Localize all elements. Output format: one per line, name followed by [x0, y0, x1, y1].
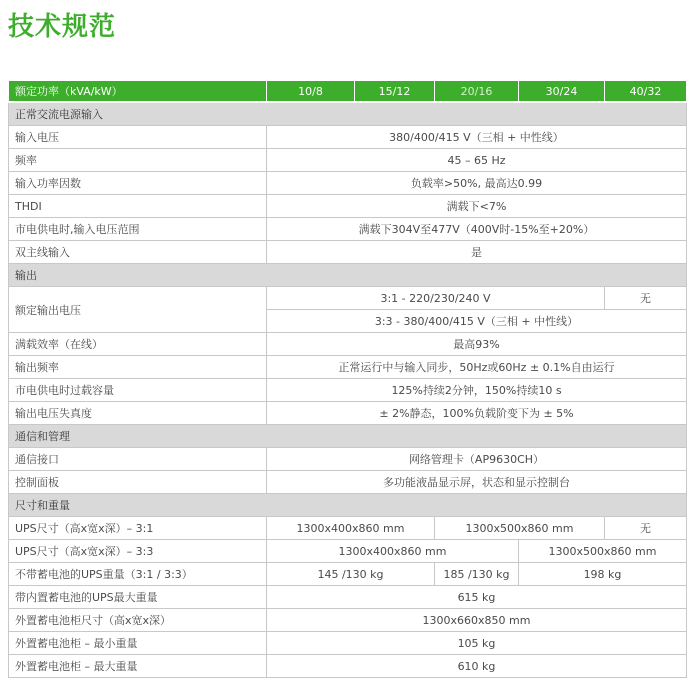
row-value: 最高93%	[267, 333, 687, 356]
row-value: 3:3 - 380/400/415 V（三相 + 中性线）	[267, 310, 687, 333]
model-40-32-header: 40/32	[605, 80, 687, 102]
row-value: 正常运行中与输入同步，50Hz或60Hz ± 0.1%自由运行	[267, 356, 687, 379]
section-output	[9, 264, 687, 287]
row-label: 额定输出电压	[9, 287, 267, 333]
table-header	[9, 80, 687, 102]
table-row	[9, 379, 687, 402]
section-input	[9, 102, 687, 126]
section-title: 尺寸和重量	[9, 494, 687, 517]
row-label: 频率	[9, 149, 267, 172]
table-row	[9, 448, 687, 471]
table-row	[9, 471, 687, 494]
row-label: 输出频率	[9, 356, 267, 379]
row-value: 多功能液晶显示屏，状态和显示控制台	[267, 471, 687, 494]
row-value: 满载下<7%	[267, 195, 687, 218]
row-value: 3:1 - 220/230/240 V	[267, 287, 605, 310]
row-value: 125%持续2分钟，150%持续10 s	[267, 379, 687, 402]
row-label: 外置蓄电池柜尺寸（高x宽x深）	[9, 609, 267, 632]
row-value: 105 kg	[267, 632, 687, 655]
row-label: 通信接口	[9, 448, 267, 471]
table-row	[9, 287, 687, 310]
row-label: UPS尺寸（高x宽x深）– 3:3	[9, 540, 267, 563]
model-30-24-header: 30/24	[519, 80, 605, 102]
row-value: 1300x660x850 mm	[267, 609, 687, 632]
section-title: 通信和管理	[9, 425, 687, 448]
row-value: 无	[605, 287, 687, 310]
table-row	[9, 218, 687, 241]
row-value: 是	[267, 241, 687, 264]
row-value: 网络管理卡（AP9630CH）	[267, 448, 687, 471]
table-row	[9, 586, 687, 609]
table-row	[9, 632, 687, 655]
section-title: 输出	[9, 264, 687, 287]
row-value: 198 kg	[519, 563, 687, 586]
table-row	[9, 517, 687, 540]
table-row	[9, 126, 687, 149]
row-label: 满载效率（在线）	[9, 333, 267, 356]
row-value: 610 kg	[267, 655, 687, 678]
row-value: 1300x500x860 mm	[519, 540, 687, 563]
table-row	[9, 563, 687, 586]
row-label: 市电供电时过载容量	[9, 379, 267, 402]
row-label: 市电供电时,输入电压范围	[9, 218, 267, 241]
row-value: 1300x400x860 mm	[267, 517, 435, 540]
row-value: 1300x500x860 mm	[435, 517, 605, 540]
model-10-8-header: 10/8	[267, 80, 355, 102]
row-value: 满载下304V至477V（400V时-15%至+20%）	[267, 218, 687, 241]
table-row	[9, 195, 687, 218]
table-row	[9, 402, 687, 425]
row-label: THDI	[9, 195, 267, 218]
model-15-12-header: 15/12	[355, 80, 435, 102]
table-row	[9, 333, 687, 356]
row-value: 无	[605, 517, 687, 540]
row-value: 45 – 65 Hz	[267, 149, 687, 172]
table-row	[9, 540, 687, 563]
row-label: 输入电压	[9, 126, 267, 149]
table-row	[9, 149, 687, 172]
section-comms	[9, 425, 687, 448]
section-size	[9, 494, 687, 517]
spec-table	[8, 79, 687, 678]
row-value: ± 2%静态，100%负载阶变下为 ± 5%	[267, 402, 687, 425]
row-label: 外置蓄电池柜 – 最大重量	[9, 655, 267, 678]
table-row	[9, 356, 687, 379]
row-value: 145 /130 kg	[267, 563, 435, 586]
row-value: 615 kg	[267, 586, 687, 609]
rated-power-header: 额定功率（kVA/kW）	[9, 80, 267, 102]
table-row	[9, 241, 687, 264]
table-row	[9, 655, 687, 678]
row-value: 1300x400x860 mm	[267, 540, 519, 563]
row-value: 185 /130 kg	[435, 563, 519, 586]
row-label: 外置蓄电池柜 – 最小重量	[9, 632, 267, 655]
row-label: 输出电压失真度	[9, 402, 267, 425]
row-label: 双主线输入	[9, 241, 267, 264]
model-20-16-header: 20/16	[435, 80, 519, 102]
section-title: 正常交流电源输入	[9, 102, 687, 126]
table-row	[9, 172, 687, 195]
row-label: UPS尺寸（高x宽x深）– 3:1	[9, 517, 267, 540]
row-label: 输入功率因数	[9, 172, 267, 195]
row-value: 380/400/415 V（三相 + 中性线）	[267, 126, 687, 149]
row-label: 带内置蓄电池的UPS最大重量	[9, 586, 267, 609]
row-label: 控制面板	[9, 471, 267, 494]
table-row	[9, 609, 687, 632]
row-value: 负载率>50%, 最高达0.99	[267, 172, 687, 195]
page-title: 技术规范	[8, 12, 117, 42]
row-label: 不带蓄电池的UPS重量（3:1 / 3:3）	[9, 563, 267, 586]
